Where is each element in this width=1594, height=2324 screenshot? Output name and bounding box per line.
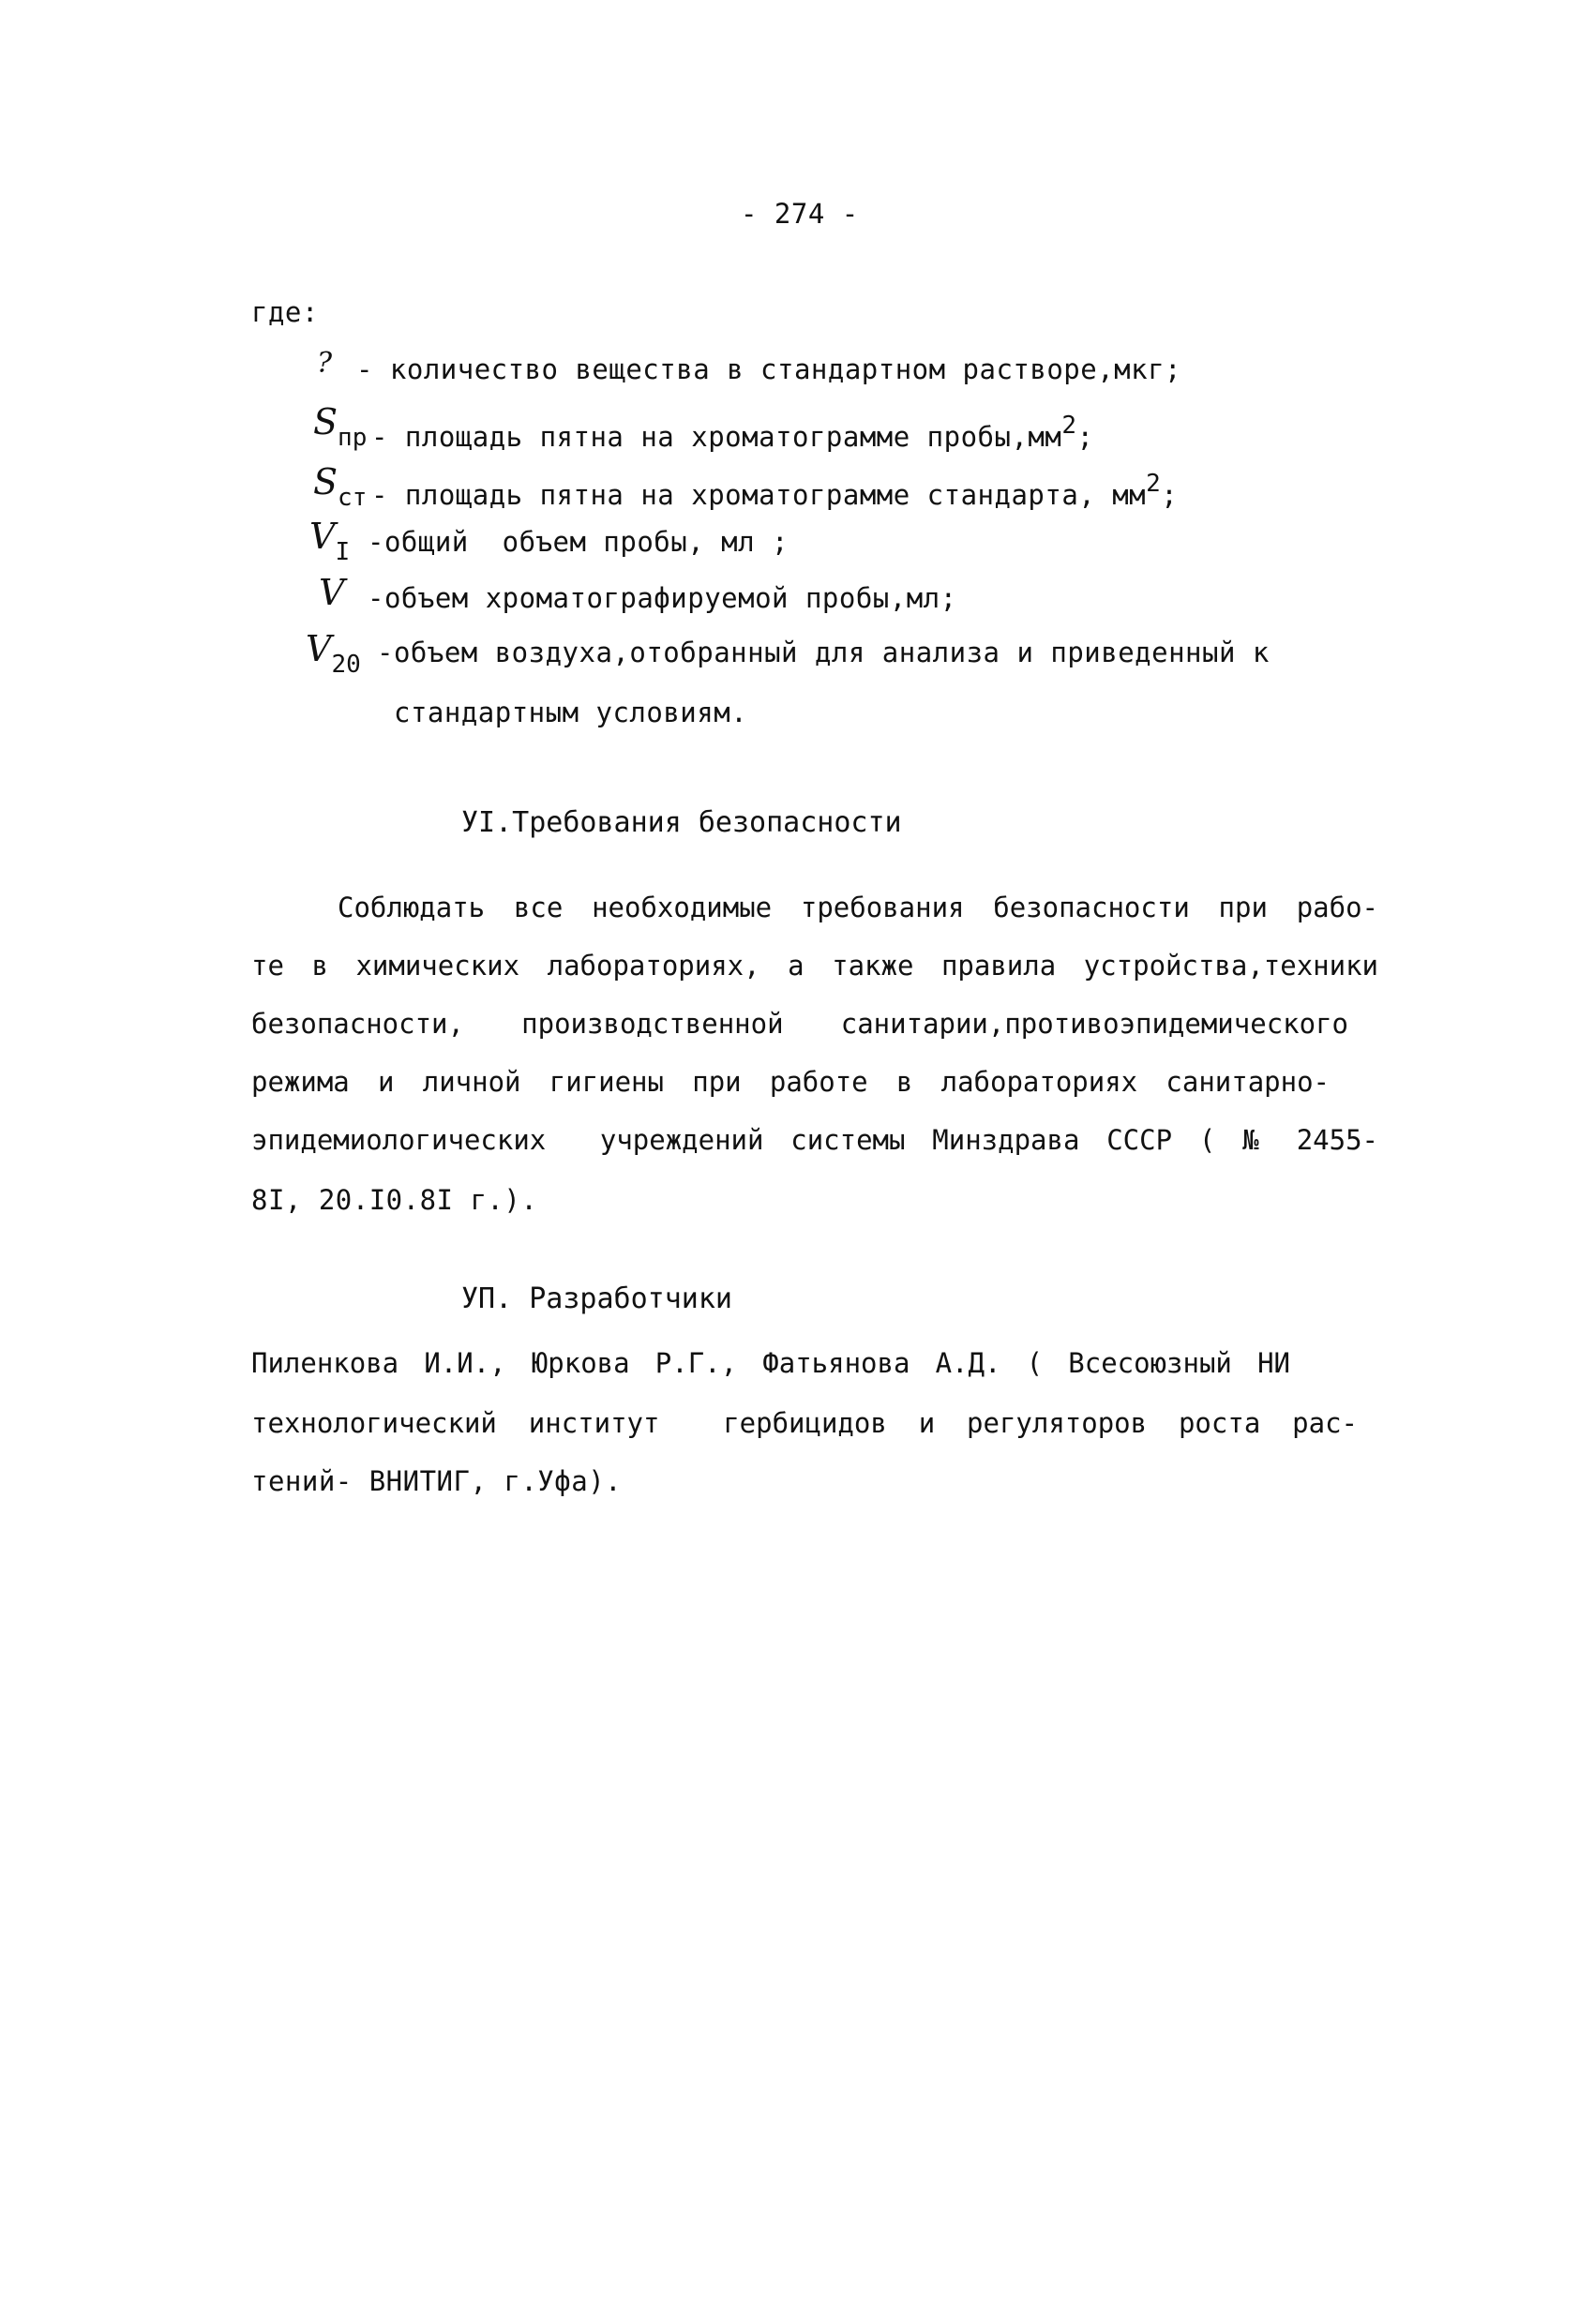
paragraph-line: 8I, 20.I0.8I г.).: [251, 1184, 538, 1216]
legend-text: - площадь пятна на хроматограмме стандарта, мм2;: [371, 470, 1179, 511]
legend-text: -объем воздуха,отобранный для анализа и приведенный к: [377, 637, 1270, 668]
legend-symbol: ?: [317, 347, 333, 380]
paragraph-line: технологический институт гербицидов и регуляторов роста рас-: [251, 1407, 1358, 1439]
where-label: где:: [251, 296, 319, 328]
section-6-title: УI.Требования безопасности: [461, 806, 902, 839]
legend-text: -объем хроматографируемой пробы,мл;: [368, 582, 957, 614]
page-number: - 274 -: [741, 198, 859, 230]
paragraph-line: тений- ВНИТИГ, г.Уфа).: [251, 1465, 623, 1497]
paragraph-line: безопасности, производственной санитарии,противоэпидемического: [251, 1008, 1348, 1040]
legend-continuation: стандартным условиям.: [394, 697, 748, 728]
legend-symbol: V: [319, 572, 345, 613]
paragraph-line: эпидемиологических учреждений системы Минздрава СССР ( № 2455-: [251, 1124, 1378, 1156]
paragraph-line: те в химических лабораториях, а также правила устройства,техники: [251, 950, 1378, 982]
paragraph-line: Соблюдать все необходимые требования безопасности при рабо-: [338, 892, 1378, 923]
legend-text: -общий объем пробы, мл ;: [368, 526, 789, 558]
legend-symbol: $S_{ст}$: [313, 461, 368, 512]
legend-symbol: $V_{20}$: [306, 628, 361, 679]
section-7-title: УП. Разработчики: [461, 1282, 732, 1315]
legend-text: - количество вещества в стандартном растворе,мкг;: [356, 353, 1182, 385]
legend-symbol: $S_{пр}$: [313, 401, 368, 452]
legend-symbol: $V_I$: [309, 516, 351, 566]
legend-text: - площадь пятна на хроматограмме пробы,мм2;: [371, 412, 1094, 453]
paragraph-line: режима и личной гигиены при работе в лабораториях санитарно-: [251, 1066, 1330, 1098]
paragraph-line: Пиленкова И.И., Юркова Р.Г., Фатьянова А.Д. ( Всесоюзный НИ: [251, 1347, 1290, 1379]
